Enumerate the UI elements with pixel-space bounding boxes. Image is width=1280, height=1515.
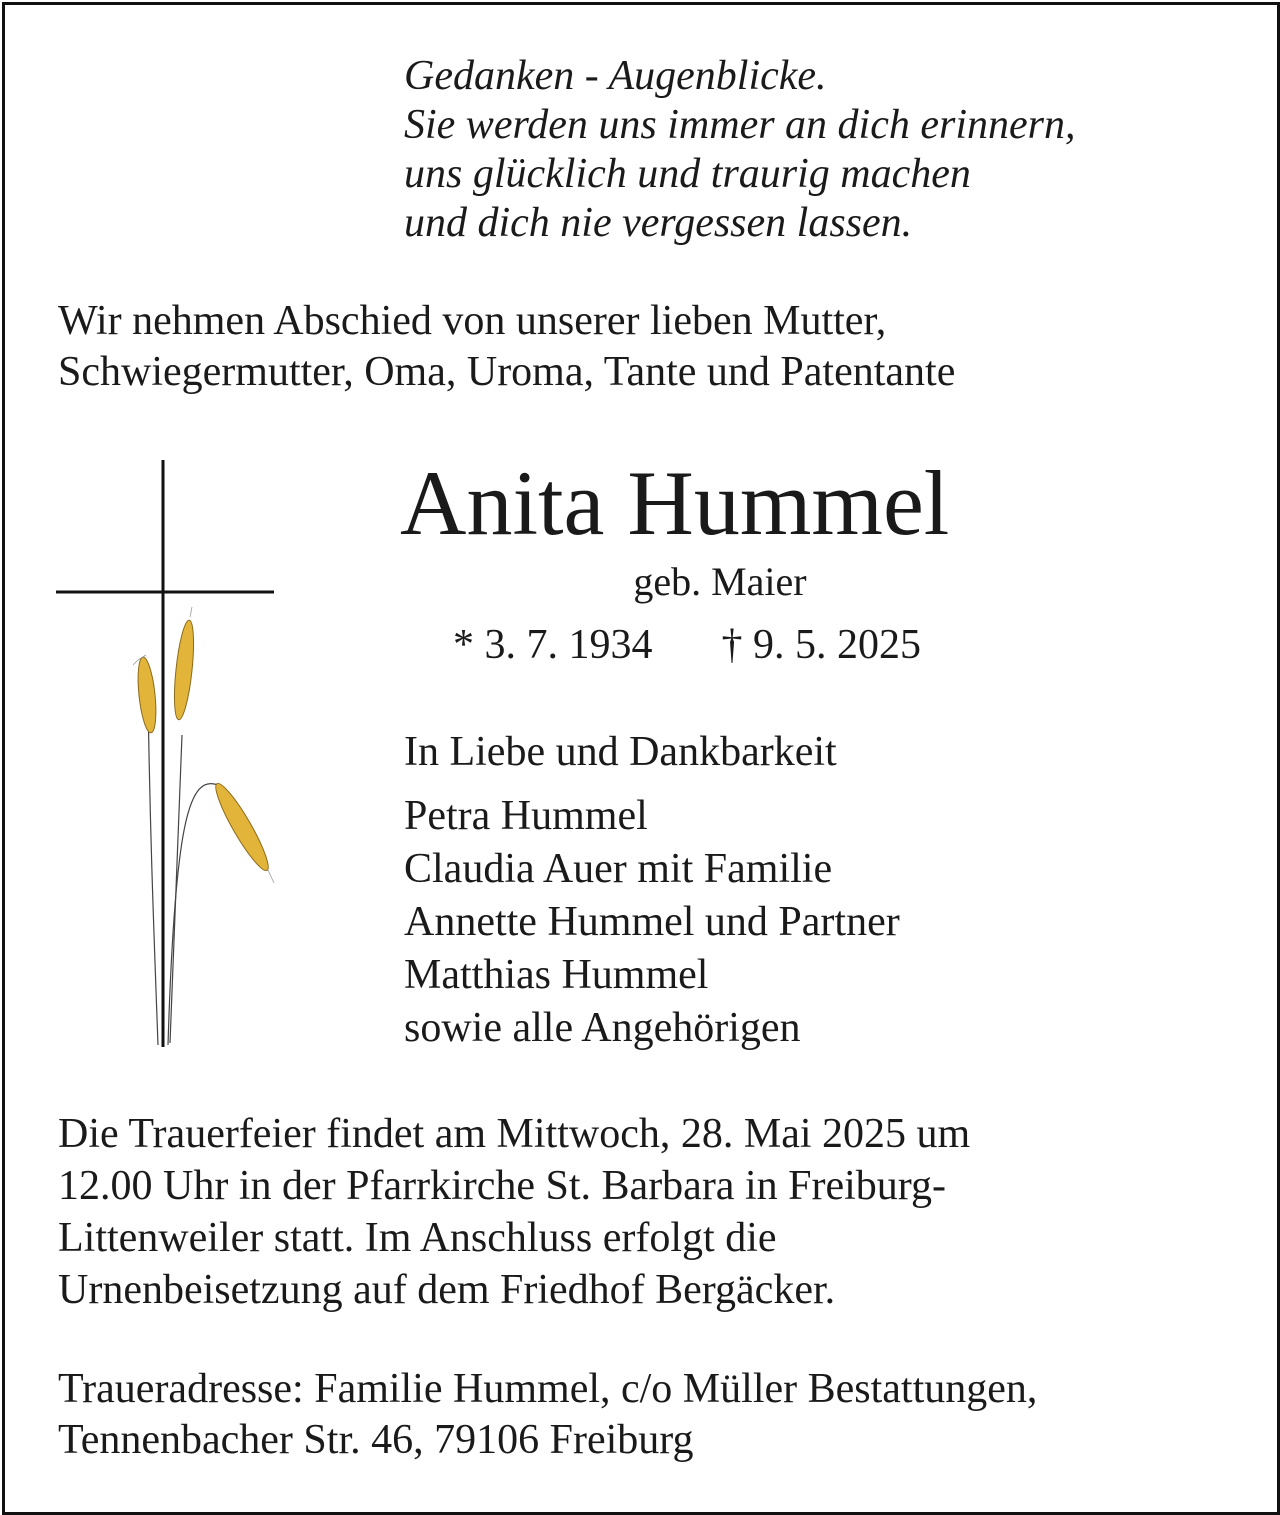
life-dates [453, 618, 1153, 672]
poem-line: uns glücklich und traurig machen [404, 151, 971, 197]
wheat-ear-right [209, 779, 275, 883]
poem-line: Gedanken - Augenblicke. [404, 53, 827, 99]
poem-line: und dich nie vergessen lassen. [404, 200, 913, 246]
mourner-name: Matthias Hummel [404, 952, 709, 998]
mourner-name: Claudia Auer mit Familie [404, 846, 833, 892]
farewell-intro [58, 296, 1258, 398]
mourner-name: Annette Hummel und Partner [404, 899, 900, 945]
maiden-name: geb. Maier [633, 559, 807, 604]
address-line: Traueradresse: Familie Hummel, c/o Müller Bestattungen, [58, 1366, 1038, 1412]
cross-with-wheat-icon [50, 455, 290, 1055]
service-line: Littenweiler statt. Im Anschluss erfolgt die [58, 1215, 777, 1261]
wheat-ear-middle [171, 607, 197, 721]
service-line: 12.00 Uhr in der Pfarrkirche St. Barbara in Freiburg- [58, 1163, 946, 1209]
address-line: Tennenbacher Str. 46, 79106 Freiburg [58, 1417, 694, 1463]
wheat-ear-left [133, 655, 159, 734]
mourners-list [404, 726, 1264, 1055]
service-line: Urnenbeisetzung auf dem Friedhof Bergäcker. [58, 1267, 836, 1313]
intro-line: Schwiegermutter, Oma, Uroma, Tante und Patentante [58, 349, 956, 395]
intro-line: Wir nehmen Abschied von unserer lieben Mutter, [58, 298, 887, 344]
mourners-heading: In Liebe und Dankbarkeit [404, 729, 837, 775]
service-line: Die Trauerfeier findet am Mittwoch, 28. Mai 2025 um [58, 1111, 971, 1157]
deceased-name: Anita Hummel [400, 452, 950, 554]
death-date: † 9. 5. 2025 [721, 622, 921, 668]
mourner-name: Petra Hummel [404, 793, 648, 839]
mourning-address [58, 1364, 1258, 1466]
wheat-stalk [148, 695, 158, 1045]
poem-line: Sie werden uns immer an dich erinnern, [404, 102, 1076, 148]
birth-date: * 3. 7. 1934 [453, 622, 653, 668]
poem [404, 52, 1264, 248]
mourner-name: sowie alle Angehörigen [404, 1005, 801, 1051]
service-details [58, 1108, 1258, 1316]
